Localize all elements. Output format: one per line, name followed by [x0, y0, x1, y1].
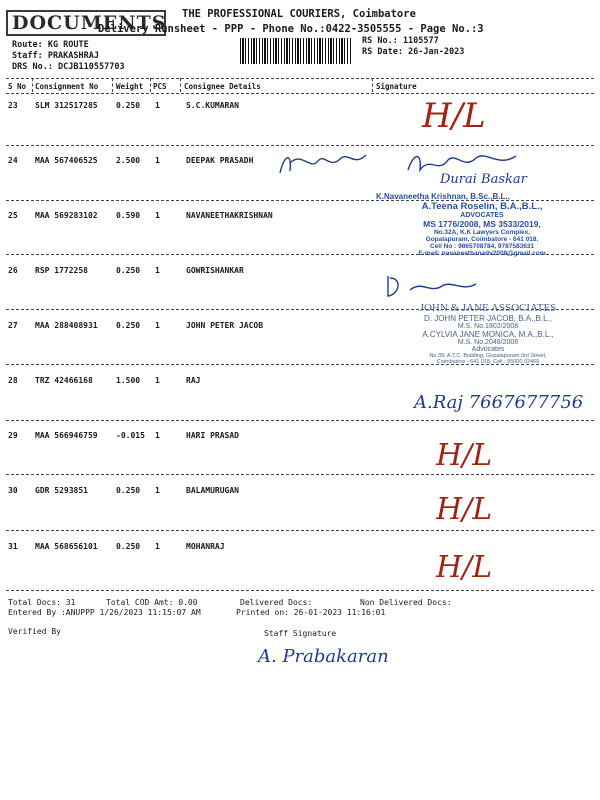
row-weight: 0.250	[116, 542, 141, 551]
col-signature: Signature	[376, 82, 417, 91]
row-weight: -0.015	[116, 431, 145, 440]
handwritten-signature	[382, 272, 482, 302]
row-weight: 0.250	[116, 101, 141, 110]
row-divider	[6, 530, 594, 531]
documents-stamp: DOCUMENTS	[6, 10, 166, 36]
row-sno: 31	[8, 542, 18, 551]
row-consignment: MAA 567406525	[35, 156, 98, 165]
col-sno: S No	[8, 82, 27, 91]
row-consignment: RSP 1772258	[35, 266, 88, 275]
rs-number: RS No.: 1105577	[362, 36, 439, 46]
rs-date: RS Date: 26-Jan-2023	[362, 47, 465, 57]
header-rule-bottom	[6, 93, 594, 94]
row-consignee: GOWRISHANKAR	[186, 266, 244, 275]
stamp-line: A.Teena Roselin, B.A.,B.L.,	[421, 201, 543, 212]
stamp-line: K.Navaneetha Krishnan, B.Sc.,B.L.,	[376, 192, 510, 201]
row-signature: H/L	[436, 550, 493, 585]
row-consignment: SLM 312517285	[35, 101, 98, 110]
row-pcs: 1	[155, 486, 160, 495]
route-label: Route: KG ROUTE	[12, 40, 89, 50]
row-pcs: 1	[155, 321, 160, 330]
printed-on: Printed on: 26-01-2023 11:16:01	[236, 608, 386, 617]
col-consignment: Consignment No	[35, 82, 99, 91]
row-pcs: 1	[155, 211, 160, 220]
stamp-line: No.32A, K.K Lawyers Complex,	[433, 229, 531, 236]
row-consignment: MAA 569283102	[35, 211, 98, 220]
row-weight: 0.590	[116, 211, 141, 220]
row-weight: 0.250	[116, 266, 141, 275]
staff-signature: A. Prabakaran	[258, 646, 389, 667]
row-sno: 28	[8, 376, 18, 385]
row-consignee: MOHANRAJ	[186, 542, 225, 551]
row-pcs: 1	[155, 266, 160, 275]
stamp-line: Advocates	[471, 346, 505, 353]
row-consignee: JOHN PETER JACOB	[186, 321, 264, 330]
row-weight: 0.250	[116, 486, 141, 495]
column-divider	[180, 78, 181, 92]
row-signature: H/L	[436, 438, 493, 473]
stamp-line: Gopalapuram, Coimbatore - 641 018.	[425, 236, 539, 243]
row-consignee: BALAMURUGAN	[186, 486, 239, 495]
col-weight: Weight	[116, 82, 144, 91]
advocate-stamp-navaneetha	[376, 192, 588, 257]
stamp-line: MS 1776/2008, MS 3533/2019,	[423, 219, 541, 229]
verified-by-label: Verified By	[8, 627, 61, 636]
row-divider	[6, 474, 594, 475]
row-consignee: NAVANEETHAKRISHNAN	[186, 211, 273, 220]
stamp-line: No.39, A.T.C. Building, Gopalapuram 3rd Street,	[429, 353, 547, 359]
row-pcs: 1	[155, 376, 160, 385]
row-sno: 23	[8, 101, 18, 110]
row-sno: 24	[8, 156, 18, 165]
column-divider	[32, 78, 33, 92]
row-signature: Durai Baskar	[440, 172, 527, 187]
col-consignee: Consignee Details	[184, 82, 261, 91]
row-consignment: TRZ 42466168	[35, 376, 93, 385]
staff-signature-label: Staff Signature	[264, 629, 337, 638]
row-sno: 30	[8, 486, 18, 495]
drs-number: DRS No.: DCJB110557703	[12, 62, 125, 72]
row-pcs: 1	[155, 542, 160, 551]
stamp-line: M.S. No.1802/2008	[457, 323, 519, 330]
non-delivered-docs: Non Delivered Docs:	[360, 598, 452, 607]
row-sno: 25	[8, 211, 18, 220]
column-divider	[112, 78, 113, 92]
total-cod-amount: Total COD Amt: 0.00	[106, 598, 198, 607]
advocate-stamp-john-jane	[392, 302, 584, 365]
stamp-line: A.CYLVIA JANE MONICA, M.A.,B.L.,	[422, 330, 554, 339]
row-consignee: DEEPAK PRASADH	[186, 156, 254, 165]
handwritten-signature	[404, 148, 524, 178]
stamp-line: JOHN & JANE ASSOCIATES	[419, 302, 557, 314]
row-consignee: S.C.KUMARAN	[186, 101, 239, 110]
row-consignment: GDR 5293851	[35, 486, 88, 495]
row-consignee: RAJ	[186, 376, 201, 385]
row-signature: H/L	[436, 492, 493, 527]
row-sno: 26	[8, 266, 18, 275]
row-consignment: MAA 288408931	[35, 321, 98, 330]
stamp-line: Cell No : 9865708784, 9787583631	[429, 243, 535, 250]
delivered-docs: Delivered Docs:	[240, 598, 313, 607]
col-pcs: PCS	[153, 82, 167, 91]
stamp-line: ADVOCATES	[460, 212, 504, 219]
row-pcs: 1	[155, 156, 160, 165]
entered-by: Entered By :ANUPPP 1/26/2023 11:15:07 AM	[8, 608, 201, 617]
stamp-line: D. JOHN PETER JACOB, B.A.,B.L.,	[423, 314, 553, 323]
row-consignee: HARI PRASAD	[186, 431, 239, 440]
row-pcs: 1	[155, 101, 160, 110]
row-consignment: MAA 566946759	[35, 431, 98, 440]
stamp-line: M.S. No.2048/2008	[457, 339, 519, 346]
row-consignment: MAA 568656101	[35, 542, 98, 551]
total-docs: Total Docs: 31	[8, 598, 76, 607]
staff-label: Staff: PRAKASHRAJ	[12, 51, 99, 61]
column-divider	[372, 78, 373, 92]
row-signature: H/L	[422, 96, 486, 136]
row-pcs: 1	[155, 431, 160, 440]
row-weight: 1.500	[116, 376, 141, 385]
column-divider	[150, 78, 151, 92]
row-signature: A.Raj 7667677756	[414, 392, 584, 413]
row-divider	[6, 590, 594, 591]
row-sno: 27	[8, 321, 18, 330]
company-title: THE PROFESSIONAL COURIERS, Coimbatore	[182, 8, 416, 20]
row-divider	[6, 420, 594, 421]
header-rule-top	[6, 78, 594, 79]
runsheet-subtitle: Delivery Runsheet - PPP - Phone No.:0422-3505555 - Page No.:3	[98, 23, 484, 35]
stamp-line: E-mail: navaneethanadv2008@gmail.com	[418, 250, 546, 257]
barcode	[240, 38, 352, 64]
row-weight: 0.250	[116, 321, 141, 330]
row-weight: 2.500	[116, 156, 141, 165]
stamp-line: Coimbatore - 641 018, Cell : 95000 02469	[436, 359, 540, 365]
handwritten-signature	[270, 143, 370, 183]
row-sno: 29	[8, 431, 18, 440]
